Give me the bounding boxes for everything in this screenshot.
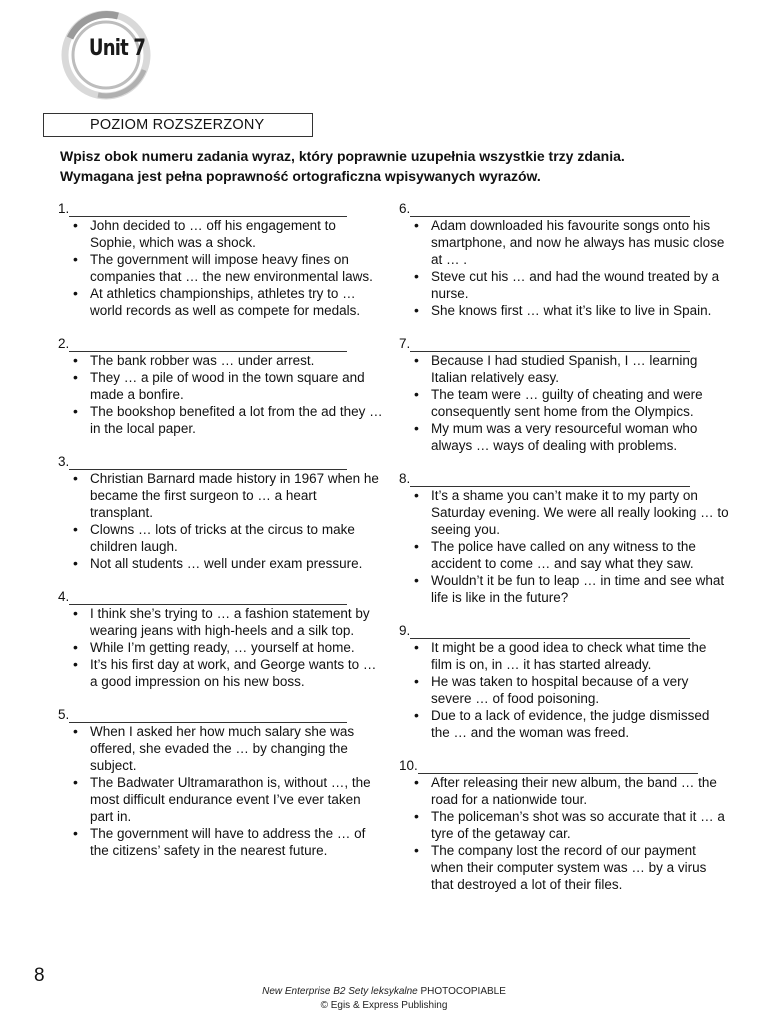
sentence: • Clowns … lots of tricks at the circus to make children laugh. xyxy=(58,521,383,555)
sentence: • Steve cut his … and had the wound treated by a nurse. xyxy=(399,268,729,302)
answer-blank[interactable] xyxy=(69,338,347,352)
sentence: • They … a pile of wood in the town square and made a bonfire. xyxy=(58,369,383,403)
tasks-right-column xyxy=(399,200,729,909)
sentence-list xyxy=(58,217,383,319)
answer-blank[interactable] xyxy=(69,203,347,217)
sentence-list xyxy=(58,723,383,859)
instructions xyxy=(60,146,740,186)
sentence: • Due to a lack of evidence, the judge dismissed the … and the woman was freed. xyxy=(399,707,729,741)
sentence: • My mum was a very resourceful woman who always … ways of dealing with problems. xyxy=(399,420,729,454)
sentence: • The Badwater Ultramarathon is, without …, the most difficult endurance event I’ve ever taken part in. xyxy=(58,774,383,825)
task-4 xyxy=(58,588,383,690)
sentence-list xyxy=(399,639,729,741)
answer-blank[interactable] xyxy=(69,591,347,605)
sentence: • He was taken to hospital because of a very severe … of food poisoning. xyxy=(399,673,729,707)
sentence: • The bank robber was … under arrest. xyxy=(58,352,383,369)
sentence: • Not all students … well under exam pressure. xyxy=(58,555,383,572)
sentence: • I think she’s trying to … a fashion statement by wearing jeans with high-heels and a silk top. xyxy=(58,605,383,639)
sentence-list xyxy=(58,470,383,572)
sentence-list xyxy=(399,487,729,606)
answer-blank[interactable] xyxy=(410,203,690,217)
task-number: 2. xyxy=(58,336,70,351)
sentence: • John decided to … off his engagement to Sophie, which was a shock. xyxy=(58,217,383,251)
task-3 xyxy=(58,453,383,572)
answer-blank[interactable] xyxy=(69,456,347,470)
sentence: • The government will impose heavy fines on companies that … the new environmental laws. xyxy=(58,251,383,285)
sentence-list xyxy=(399,352,729,454)
unit-badge xyxy=(58,8,160,104)
task-7 xyxy=(399,335,729,454)
answer-blank[interactable] xyxy=(410,625,690,639)
footer-copyright: © Egis & Express Publishing xyxy=(320,1000,448,1011)
task-number: 1. xyxy=(58,201,70,216)
answer-blank[interactable] xyxy=(418,760,698,774)
task-number: 4. xyxy=(58,589,70,604)
sentence: • The police have called on any witness to the accident to come … and say what they saw. xyxy=(399,538,729,572)
footer-book-line xyxy=(0,985,768,999)
sentence-list xyxy=(58,605,383,690)
sentence: • It’s his first day at work, and George wants to … a good impression on his new boss. xyxy=(58,656,383,690)
sentence: • After releasing their new album, the band … the road for a nationwide tour. xyxy=(399,774,729,808)
answer-blank[interactable] xyxy=(410,473,690,487)
tasks-left-column xyxy=(58,200,383,875)
unit-title: Unit 7 xyxy=(88,36,146,61)
task-number: 7. xyxy=(399,336,411,351)
sentence: • Adam downloaded his favourite songs onto his smartphone, and now he always has music close at … . xyxy=(399,217,729,268)
sentence: • She knows first … what it’s like to live in Spain. xyxy=(399,302,729,319)
page-number: 8 xyxy=(34,965,45,986)
task-9 xyxy=(399,622,729,741)
answer-blank[interactable] xyxy=(69,709,347,723)
task-number: 10. xyxy=(399,758,418,773)
answer-blank[interactable] xyxy=(410,338,690,352)
sentence: • It’s a shame you can’t make it to my party on Saturday evening. We were all really looking … to seeing you. xyxy=(399,487,729,538)
sentence: • The company lost the record of our payment when their computer system was … by a virus that destroyed a lot of their files. xyxy=(399,842,729,893)
task-2 xyxy=(58,335,383,437)
sentence-list xyxy=(58,352,383,437)
task-number: 6. xyxy=(399,201,411,216)
sentence: • While I’m getting ready, … yourself at home. xyxy=(58,639,383,656)
instruction-line: Wpisz obok numeru zadania wyraz, który poprawnie uzupełnia wszystkie trzy zdania. xyxy=(60,148,625,164)
task-5 xyxy=(58,706,383,859)
task-10 xyxy=(399,757,729,893)
level-label: POZIOM ROZSZERZONY xyxy=(43,113,313,137)
sentence: • The bookshop benefited a lot from the ad they … in the local paper. xyxy=(58,403,383,437)
task-number: 8. xyxy=(399,471,411,486)
footer-photocopiable: PHOTOCOPIABLE xyxy=(420,986,506,997)
task-6 xyxy=(399,200,729,319)
sentence: • When I asked her how much salary she was offered, she evaded the … by changing the subject. xyxy=(58,723,383,774)
sentence: • Because I had studied Spanish, I … learning Italian relatively easy. xyxy=(399,352,729,386)
sentence: • Wouldn’t it be fun to leap … in time and see what life is like in the future? xyxy=(399,572,729,606)
sentence: • It might be a good idea to check what time the film is on, in … it has started already. xyxy=(399,639,729,673)
sentence-list xyxy=(399,217,729,319)
task-1 xyxy=(58,200,383,319)
footer-book-title: New Enterprise B2 Sety leksykalne xyxy=(262,986,418,997)
instruction-line: Wymagana jest pełna poprawność ortograficzna wpisywanych wyrazów. xyxy=(60,168,541,184)
sentence: • Christian Barnard made history in 1967 when he became the first surgeon to … a heart transplant. xyxy=(58,470,383,521)
sentence: • The team were … guilty of cheating and were consequently sent home from the Olympics. xyxy=(399,386,729,420)
task-8 xyxy=(399,470,729,606)
task-number: 9. xyxy=(399,623,411,638)
sentence-list xyxy=(399,774,729,893)
sentence: • The government will have to address the … of the citizens’ safety in the nearest future. xyxy=(58,825,383,859)
task-number: 5. xyxy=(58,707,70,722)
sentence: • At athletics championships, athletes try to … world records as well as compete for medals. xyxy=(58,285,383,319)
sentence: • The policeman’s shot was so accurate that it … a tyre of the getaway car. xyxy=(399,808,729,842)
task-number: 3. xyxy=(58,454,70,469)
